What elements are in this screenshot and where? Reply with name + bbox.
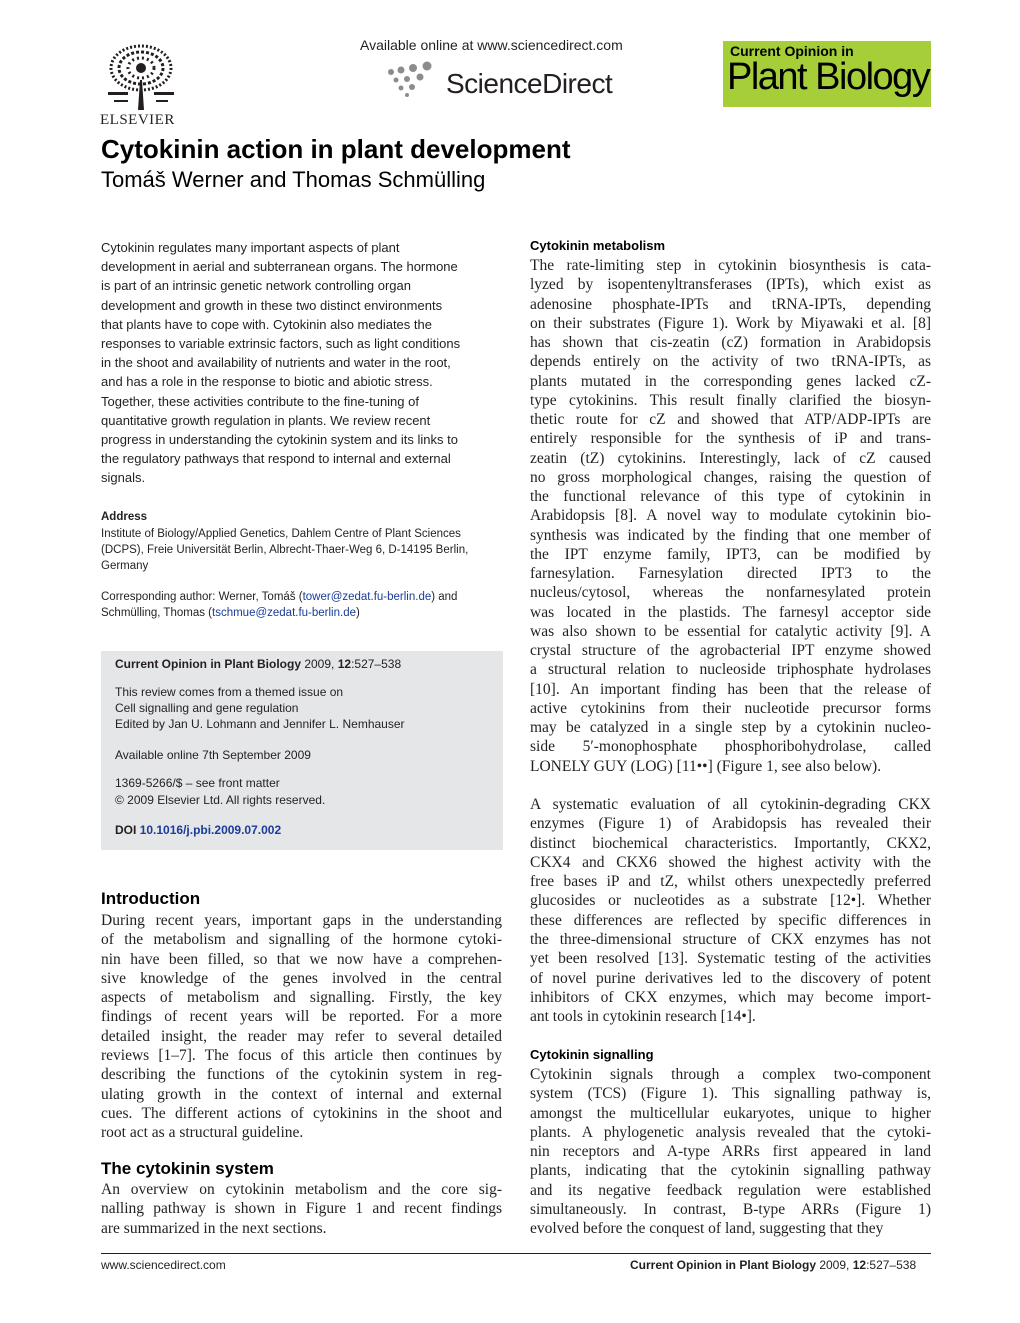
text-line: (DCPS), Freie Universität Berlin, Albrecht-Thaer-Weg 6, D-14195 Berlin,: [101, 544, 469, 556]
text-line: on their substrates (Figure 1). Work by Miyawaki et al. [8]: [530, 314, 931, 332]
text-line: The rate-limiting step in cytokinin biosynthesis is cata-: [530, 257, 931, 274]
text-line: ulating growth in the context of internal and external: [101, 1085, 502, 1103]
info-journal: Current Opinion in Plant Biology: [115, 657, 301, 671]
text-line: yet been resolved [13]. Systematic testing of the activities: [530, 950, 931, 968]
text-line: findings of recent years will be reported. For a more: [101, 1008, 502, 1026]
text-line: Arabidopsis [8]. A novel way to modulate cytokinin bio-: [530, 507, 931, 525]
text-line: LONELY GUY (LOG) [11••] (Figure 1, see also below).: [530, 757, 882, 775]
footer-website: www.sciencedirect.com: [101, 1258, 226, 1272]
text-line: entirely responsible for the synthesis of iP and trans-: [530, 430, 931, 448]
info-edited-by: Edited by Jan U. Lohmann and Jennifer L. Nemhauser: [115, 717, 405, 731]
text-line: may be catalyzed in a single step by a cytokinin nucleo-: [530, 719, 931, 736]
text-line: is part of an intrinsic genetic network controlling organ: [101, 278, 411, 294]
metabolism-heading: Cytokinin metabolism: [530, 238, 666, 253]
cytokinin-system-heading: The cytokinin system: [101, 1159, 274, 1178]
text-line: active cytokinins from their nucleotide precursor forms: [530, 699, 931, 717]
text-line: ant tools in cytokinin research [14•].: [530, 1008, 756, 1026]
text-line: are summarized in the next sections.: [101, 1219, 327, 1237]
info-available-online: Available online 7th September 2009: [115, 748, 311, 762]
doi-link[interactable]: 10.1016/j.pbi.2009.07.002: [139, 823, 282, 837]
article-title: Cytokinin action in plant development: [101, 134, 571, 164]
text-line: A systematic evaluation of all cytokinin-degrading CKX: [530, 796, 931, 813]
text-line: of novel purine derivatives led to the discovery of potent: [530, 969, 931, 987]
corresponding-line2-suffix: ): [356, 607, 360, 619]
text-line: development in aerial and subterranean organs. The hormone: [101, 259, 458, 275]
text-line: nin receptors and A-type ARRs first appeared in land: [530, 1143, 931, 1161]
text-line: cues. The different actions of cytokinins in the shoot and: [101, 1104, 502, 1122]
text-line: plants mutated in the corresponding genes lacked cZ-: [530, 372, 931, 390]
text-line: type cytokinins. This result finally clarified the biosyn-: [530, 391, 931, 409]
article-info-box: [101, 651, 503, 850]
text-line: CKX4 and CKX6 showed the highest activity with the: [530, 853, 931, 871]
footer-rule: [101, 1253, 931, 1254]
text-line: development and growth in these two distinct environments: [101, 297, 443, 313]
text-line: has shown that cis-zeatin (cZ) formation in Arabidopsis: [530, 334, 931, 351]
text-line: plants, indicating that the cytokinin signalling pathway: [530, 1162, 931, 1180]
text-line: An overview on cytokinin metabolism and the core sig-: [101, 1181, 502, 1198]
text-line: synthesis was indicated by the finding that one member of: [530, 526, 931, 544]
footer-volume: 12: [852, 1258, 867, 1272]
text-line: glucosides or nucleotides as a substrate [12•]. Whether: [530, 892, 931, 910]
introduction-heading: Introduction: [101, 889, 201, 908]
info-themed-line1: This review comes from a themed issue on: [115, 685, 344, 699]
corresponding-author: [101, 589, 511, 621]
corresponding-prefix: Corresponding author: Werner, Tomáš (: [101, 591, 303, 603]
introduction-body: [101, 911, 502, 1143]
email-link-schmulling[interactable]: tschmue@zedat.fu-berlin.de: [212, 607, 356, 619]
text-line: signals.: [101, 470, 146, 486]
sciencedirect-dots-icon: [385, 60, 445, 100]
info-doi: [115, 822, 281, 839]
footer-citation: [630, 1258, 916, 1272]
text-line: was also shown to be essential for catalytic activity [9]. A: [530, 622, 931, 640]
text-line: responses to variable extrinsic factors, such as light conditions: [101, 335, 461, 351]
text-line: Cytokinin regulates many important aspects of plant: [101, 240, 400, 255]
text-line: zeatin (tZ) cytokinins. Interestingly, lack of cZ caused: [530, 449, 931, 467]
text-line: crystal structure of the agrobacterial IPT enzyme showed: [530, 642, 931, 659]
info-copyright: © 2009 Elsevier Ltd. All rights reserved.: [115, 793, 326, 807]
info-volume: 12: [337, 657, 352, 671]
text-line: Germany: [101, 560, 149, 572]
text-line: thetic route for cZ and showed that ATP/ADP-IPTs are: [530, 411, 931, 428]
journal-badge-line2: Plant Biology: [727, 56, 930, 98]
corresponding-middle: ) and: [431, 591, 458, 603]
cytokinin-system-body: [101, 1180, 502, 1238]
signalling-body: [530, 1065, 931, 1239]
available-online-text: Available online at www.sciencedirect.com: [360, 37, 623, 53]
text-line: lyzed by isopentenyltransferases (IPTs), which exist as: [530, 276, 931, 294]
email-link-werner[interactable]: tower@zedat.fu-berlin.de: [302, 591, 432, 603]
text-line: nalling pathway is shown in Figure 1 and recent findings: [101, 1200, 502, 1218]
text-line: nucleus/cytosol, whereas the nonfarnesylated protein: [530, 584, 931, 602]
text-line: farnesylation. Farnesylation directed IPT3 to the: [530, 565, 931, 582]
text-line: a structural relation to nucleoside triphosphate hydrolases: [530, 661, 931, 679]
signalling-heading: Cytokinin signalling: [530, 1047, 654, 1062]
text-line: plants. A phylogenetic analysis revealed that the cytoki-: [530, 1123, 931, 1141]
text-line: the functional relevance of this type of cytokinin in: [530, 488, 931, 505]
text-line: reviews [1–7]. The focus of this article then continues by: [101, 1047, 502, 1065]
elsevier-wordmark: ELSEVIER: [100, 112, 175, 128]
text-line: of the metabolism and signalling of the hormone cytoki-: [101, 931, 502, 949]
text-line: aspects of metabolism and signalling. Firstly, the key: [101, 989, 502, 1007]
elsevier-logo: [100, 40, 182, 128]
text-line: free bases iP and tZ, whilst others unexpectedly preferred: [530, 873, 931, 891]
text-line: detailed insight, the reader may refer to several detailed: [101, 1027, 502, 1045]
doi-label: DOI: [115, 823, 137, 837]
text-line: that plants have to cope with. Cytokinin also mediates the: [101, 316, 432, 332]
text-line: no gross morphological changes, raising the question of: [530, 468, 931, 486]
text-line: root act as a structural guideline.: [101, 1124, 304, 1142]
corresponding-line2-prefix: Schmülling, Thomas (: [101, 607, 212, 619]
sciencedirect-wordmark: ScienceDirect: [446, 68, 613, 99]
text-line: depends entirely on the activity of two tRNA-IPTs, as: [530, 353, 931, 371]
text-line: in the shoot and availability of nutrients and water in the root,: [101, 355, 451, 371]
info-citation: [115, 656, 401, 673]
text-line: side 5′-monophosphate phosphoribohydrolase, called: [530, 738, 931, 756]
text-line: and has a role in the response to biotic and abiotic stress.: [101, 374, 433, 390]
info-themed-line2: Cell signalling and gene regulation: [115, 701, 299, 715]
text-line: system (TCS) (Figure 1). This signalling pathway is,: [530, 1085, 931, 1103]
text-line: sive knowledge of the genes involved in the central: [101, 969, 502, 987]
text-line: adenosine phosphate-IPTs and tRNA-IPTs, depending: [530, 295, 931, 313]
text-line: nin have been filled, so that we now have a comprehen-: [101, 950, 502, 968]
text-line: the IPT enzyme family, IPT3, can be modified by: [530, 545, 931, 563]
ckx-paragraph: [530, 795, 931, 1027]
text-line: and its negative feedback regulation were established: [530, 1181, 931, 1199]
text-line: evolved before the conquest of land, suggesting that they: [530, 1220, 884, 1238]
journal-badge-line1: Current Opinion in: [730, 43, 854, 59]
journal-badge: [723, 41, 931, 107]
text-line: distinct biochemical characteristics. Importantly, CKX2,: [530, 834, 931, 852]
address-heading: Address: [101, 511, 148, 523]
text-line: inhibitors of CKX enzymes, which may become import-: [530, 988, 931, 1006]
info-year: 2009,: [301, 657, 338, 671]
text-line: amongst the multicellular eukaryotes, unique to higher: [530, 1104, 931, 1122]
text-line: [10]. An important finding has been that the release of: [530, 680, 931, 698]
abstract: [101, 238, 501, 487]
metabolism-body: [530, 256, 931, 776]
text-line: During recent years, important gaps in the understanding: [101, 912, 502, 929]
info-issn: 1369-5266/$ – see front matter: [115, 776, 280, 790]
text-line: these differences are reflected by specific differences in: [530, 911, 931, 929]
text-line: Together, these activities contribute to the fine-tuning of: [101, 393, 419, 409]
text-line: progress in understanding the cytokinin system and its links to: [101, 431, 458, 447]
text-line: Cytokinin signals through a complex two-component: [530, 1066, 931, 1083]
text-line: Institute of Biology/Applied Genetics, Dahlem Centre of Plant Sciences: [101, 528, 461, 540]
text-line: quantitative growth regulation in plants. We review recent: [101, 412, 431, 428]
footer-pages: :527–538: [866, 1258, 917, 1272]
text-line: enzymes (Figure 1) of Arabidopsis has revealed their: [530, 815, 931, 833]
text-line: describing the functions of the cytokinin system in reg-: [101, 1066, 502, 1084]
text-line: the three-dimensional structure of CKX enzymes has not: [530, 931, 931, 949]
text-line: the regulatory pathways that respond to internal and external: [101, 451, 451, 467]
elsevier-tree-icon: [100, 40, 182, 112]
info-pages: :527–538: [351, 657, 402, 671]
footer-journal: Current Opinion in Plant Biology: [630, 1258, 816, 1272]
footer-year: 2009,: [816, 1258, 853, 1272]
article-authors: Tomáš Werner and Thomas Schmülling: [101, 167, 486, 192]
address-block: [101, 526, 511, 574]
text-line: simultaneously. In contrast, B-type ARRs (Figure 1): [530, 1201, 931, 1219]
text-line: was located in the plastids. The farnesyl acceptor side: [530, 603, 931, 621]
